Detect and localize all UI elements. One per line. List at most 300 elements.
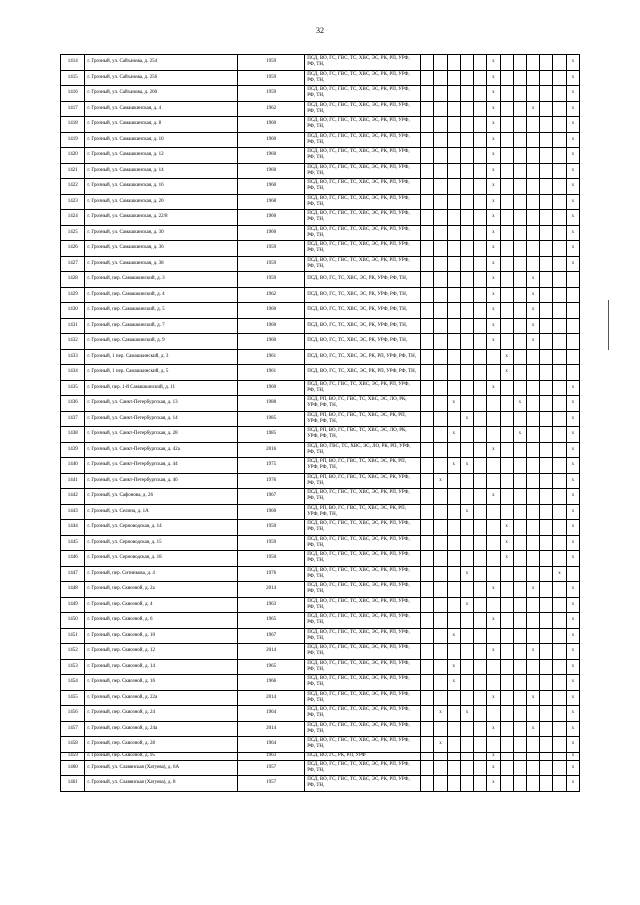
row-mark: x — [513, 396, 526, 412]
row-mark — [500, 194, 513, 210]
row-number: 1456 — [61, 706, 85, 722]
row-works: ПСД, ВО, ГС, ГВС, ТС, ХВС, ЭС, РК, РП, УРФ, РФ, ТН, — [305, 489, 421, 505]
row-mark — [474, 132, 487, 148]
row-mark — [447, 737, 460, 753]
row-works: ПСД, ВО, ГВС, ТС, ХВС, ЭС, ЛО, РК, РП, УРФ, РФ, ТН, — [305, 442, 421, 458]
table-row — [61, 380, 580, 396]
row-mark — [460, 117, 473, 133]
row-mark — [500, 582, 513, 598]
row-mark — [553, 613, 566, 629]
row-mark: x — [500, 551, 513, 567]
row-mark — [553, 241, 566, 257]
row-year: 1960 — [238, 380, 305, 396]
row-mark: x — [566, 659, 579, 675]
row-year: 1975 — [238, 458, 305, 474]
row-address: г. Грозный, ул. Сафонова, д. 26 — [85, 489, 238, 505]
row-mark: x — [566, 194, 579, 210]
row-mark — [447, 225, 460, 241]
row-mark — [460, 760, 473, 776]
row-mark: x — [487, 721, 500, 737]
row-number: 1459 — [61, 752, 85, 760]
row-year: 1976 — [238, 473, 305, 489]
table-row — [61, 458, 580, 474]
row-mark — [487, 551, 500, 567]
row-mark — [474, 86, 487, 102]
row-mark — [553, 737, 566, 753]
row-mark: x — [500, 535, 513, 551]
row-mark — [526, 597, 539, 613]
row-mark: x — [566, 241, 579, 257]
row-mark — [474, 644, 487, 660]
row-mark — [421, 349, 434, 365]
table-row — [61, 148, 580, 164]
row-address: г. Грозный, 1 пер. Самашкинский, д. 3 — [85, 349, 238, 365]
row-mark — [474, 365, 487, 381]
row-mark: x — [526, 272, 539, 288]
table-row — [61, 706, 580, 722]
row-mark: x — [566, 396, 579, 412]
row-address: г. Грозный, пер. Самашкинский, д. 3 — [85, 272, 238, 288]
row-mark — [421, 520, 434, 536]
row-mark — [513, 101, 526, 117]
row-number: 1431 — [61, 318, 85, 334]
table-row — [61, 597, 580, 613]
row-mark — [474, 70, 487, 86]
row-mark — [421, 489, 434, 505]
row-mark — [474, 737, 487, 753]
row-mark — [526, 411, 539, 427]
row-mark — [434, 163, 447, 179]
row-year: 1966 — [238, 675, 305, 691]
row-mark — [474, 566, 487, 582]
row-mark — [553, 210, 566, 226]
row-mark — [460, 737, 473, 753]
row-mark — [421, 504, 434, 520]
row-number: 1455 — [61, 690, 85, 706]
row-mark — [540, 675, 553, 691]
row-mark: x — [460, 411, 473, 427]
row-works: ПСД, ВО, ГС, ГВС, ТС, ХВС, ЭС, РК, РП, УРФ, РФ, ТН, — [305, 776, 421, 792]
row-mark — [487, 597, 500, 613]
row-mark — [447, 117, 460, 133]
row-mark — [553, 272, 566, 288]
row-mark — [500, 458, 513, 474]
row-mark: x — [566, 473, 579, 489]
table-row — [61, 411, 580, 427]
row-mark — [513, 659, 526, 675]
row-mark — [566, 566, 579, 582]
row-mark — [434, 117, 447, 133]
row-mark — [421, 473, 434, 489]
row-mark — [513, 411, 526, 427]
row-mark — [566, 272, 579, 288]
row-mark — [474, 489, 487, 505]
row-mark — [553, 706, 566, 722]
row-mark — [460, 241, 473, 257]
row-mark — [421, 613, 434, 629]
row-number: 1433 — [61, 349, 85, 365]
row-number: 1452 — [61, 644, 85, 660]
table-row — [61, 396, 580, 412]
row-works: ПСД, ВО, ГС, ГВС, ТС, ХВС, ЭС, РК, РП, УРФ, РФ, ТН, — [305, 148, 421, 164]
row-mark — [526, 365, 539, 381]
row-mark — [447, 55, 460, 71]
row-mark — [500, 70, 513, 86]
row-mark — [421, 163, 434, 179]
row-mark — [500, 489, 513, 505]
row-mark — [447, 760, 460, 776]
row-works: ПСД, ВО, ГС, ТС, ХВС, ЭС, РК, УРФ, РФ, ТН, — [305, 287, 421, 303]
row-number: 1457 — [61, 721, 85, 737]
row-mark — [421, 597, 434, 613]
row-mark — [487, 737, 500, 753]
row-mark — [447, 132, 460, 148]
row-number: 1436 — [61, 396, 85, 412]
row-mark — [513, 349, 526, 365]
row-mark — [553, 179, 566, 195]
row-mark: x — [487, 179, 500, 195]
row-mark — [513, 179, 526, 195]
row-works: ПСД, ВО, ГС, ГВС, ТС, ХВС, ЭС, РК, РП, УРФ, РФ, ТН, — [305, 70, 421, 86]
table-row — [61, 256, 580, 272]
row-year: 1950 — [238, 520, 305, 536]
row-mark — [540, 752, 553, 760]
row-mark — [540, 287, 553, 303]
row-mark: x — [447, 458, 460, 474]
row-mark — [526, 70, 539, 86]
row-mark — [460, 551, 473, 567]
row-mark — [487, 396, 500, 412]
row-mark: x — [566, 86, 579, 102]
row-mark — [513, 489, 526, 505]
row-mark — [487, 411, 500, 427]
row-year: 2014 — [238, 721, 305, 737]
row-number: 1454 — [61, 675, 85, 691]
row-address: г. Грозный, ул. Санкт-Петербургская, д. 28 — [85, 427, 238, 443]
row-mark — [513, 473, 526, 489]
row-mark: x — [566, 613, 579, 629]
row-mark — [553, 659, 566, 675]
row-mark — [513, 644, 526, 660]
row-mark — [513, 551, 526, 567]
row-mark — [447, 752, 460, 760]
row-mark — [540, 225, 553, 241]
row-mark — [434, 427, 447, 443]
row-year: 1960 — [238, 132, 305, 148]
row-mark — [447, 179, 460, 195]
table-row — [61, 566, 580, 582]
row-works: ПСД, РП, ВО, ГС, ГВС, ТС, ХВС, ЭС, РК, РП, УРФ, РФ, ТН, — [305, 411, 421, 427]
row-mark — [421, 737, 434, 753]
row-mark — [526, 737, 539, 753]
row-mark: x — [566, 101, 579, 117]
row-mark — [540, 566, 553, 582]
row-year: 1965 — [238, 613, 305, 629]
row-mark: x — [526, 287, 539, 303]
row-mark — [474, 675, 487, 691]
row-mark — [500, 675, 513, 691]
row-address: г. Грозный, пер. Самашкинский, д. 5 — [85, 303, 238, 319]
row-mark — [513, 86, 526, 102]
row-works: ПСД, ВО, ГС, ГВС, ТС, ХВС, ЭС, РК, РП, УРФ, РФ, ТН, — [305, 551, 421, 567]
row-mark — [500, 752, 513, 760]
table-row — [61, 241, 580, 257]
table-row — [61, 101, 580, 117]
row-mark — [553, 380, 566, 396]
row-mark — [421, 132, 434, 148]
row-mark — [447, 101, 460, 117]
row-mark — [421, 179, 434, 195]
row-number: 1424 — [61, 210, 85, 226]
row-mark — [540, 442, 553, 458]
row-mark — [500, 303, 513, 319]
row-mark — [526, 163, 539, 179]
row-address: г. Грозный, ул. Серноводская, д. 15 — [85, 535, 238, 551]
row-mark: x — [434, 706, 447, 722]
row-number: 1447 — [61, 566, 85, 582]
row-mark — [526, 132, 539, 148]
row-year: 1959 — [238, 70, 305, 86]
row-mark — [500, 256, 513, 272]
row-mark — [526, 380, 539, 396]
table-row — [61, 737, 580, 753]
row-mark — [474, 776, 487, 792]
row-mark — [526, 613, 539, 629]
row-mark: x — [566, 132, 579, 148]
row-mark — [553, 225, 566, 241]
row-works: ПСД, ВО, ГС, ГВС, ТС, ХВС, ЭС, РК, РП, УРФ, РФ, ТН, — [305, 210, 421, 226]
row-mark: x — [447, 427, 460, 443]
row-number: 1461 — [61, 776, 85, 792]
row-works: ПСД, ВО, ГС, ГВС, ТС, ХВС, ЭС, РК, РП, УРФ, РФ, ТН, — [305, 737, 421, 753]
row-works: ПСД, ВО, ГС, ГВС, ТС, ХВС, ЭС, РК, РП, УРФ, РФ, ТН, — [305, 117, 421, 133]
row-mark: x — [566, 690, 579, 706]
table-row — [61, 427, 580, 443]
row-mark — [421, 396, 434, 412]
row-mark — [474, 225, 487, 241]
row-mark — [434, 566, 447, 582]
row-mark — [487, 365, 500, 381]
row-number: 1449 — [61, 597, 85, 613]
row-works: ПСД, ВО, ГС, ТС, ХВС, ЭС, РК, УРФ, РФ, ТН, — [305, 272, 421, 288]
row-mark — [447, 210, 460, 226]
row-mark — [526, 194, 539, 210]
row-mark — [500, 148, 513, 164]
row-mark — [500, 706, 513, 722]
row-mark: x — [487, 613, 500, 629]
row-year: 1959 — [238, 535, 305, 551]
row-mark — [526, 427, 539, 443]
row-mark — [434, 70, 447, 86]
row-number: 1460 — [61, 760, 85, 776]
row-mark — [513, 458, 526, 474]
row-mark — [500, 334, 513, 350]
row-number: 1458 — [61, 737, 85, 753]
row-year: 1959 — [238, 241, 305, 257]
row-mark — [447, 520, 460, 536]
row-address: г. Грозный, ул. Самашкинская, д. 36 — [85, 241, 238, 257]
table-row — [61, 225, 580, 241]
row-mark — [513, 194, 526, 210]
row-mark — [447, 442, 460, 458]
row-number: 1415 — [61, 70, 85, 86]
row-mark — [434, 225, 447, 241]
row-mark — [526, 86, 539, 102]
row-mark — [526, 489, 539, 505]
row-address: г. Грозный, пер. Сквозной, д. 12 — [85, 644, 238, 660]
row-mark — [540, 721, 553, 737]
row-mark — [421, 365, 434, 381]
row-mark — [553, 489, 566, 505]
row-mark — [474, 458, 487, 474]
row-mark — [540, 55, 553, 71]
row-mark — [434, 628, 447, 644]
row-mark: x — [566, 628, 579, 644]
row-mark — [447, 318, 460, 334]
row-mark — [421, 582, 434, 598]
row-mark — [500, 442, 513, 458]
row-mark — [421, 442, 434, 458]
row-mark — [447, 535, 460, 551]
row-mark — [421, 760, 434, 776]
row-mark — [421, 706, 434, 722]
row-mark — [553, 318, 566, 334]
row-mark — [447, 644, 460, 660]
row-number: 1420 — [61, 148, 85, 164]
row-mark — [566, 318, 579, 334]
row-works: ПСД, ВО, ГС, ГВС, ТС, ХВС, ЭС, РК, РП, УРФ, РФ, ТН, — [305, 520, 421, 536]
row-works: ПСД, ВО, ГС, ГВС, ТС, ХВС, ЭС, РК, РП, УРФ, РФ, ТН, — [305, 241, 421, 257]
row-mark — [513, 210, 526, 226]
row-mark — [447, 597, 460, 613]
row-mark — [487, 427, 500, 443]
row-address: г. Грозный, пер. Сквозной, д. 4 — [85, 597, 238, 613]
row-mark: x — [566, 225, 579, 241]
row-works: ПСД, ВО, ГС, ТС, ХВС, ЭС, РК, УРФ, РФ, ТН, — [305, 318, 421, 334]
row-address: г. Грозный, ул. Самашкинская, д. 10 — [85, 132, 238, 148]
row-mark — [540, 582, 553, 598]
row-mark — [487, 566, 500, 582]
row-mark — [460, 86, 473, 102]
row-mark — [474, 241, 487, 257]
row-mark — [500, 55, 513, 71]
row-mark — [487, 458, 500, 474]
row-mark — [460, 225, 473, 241]
row-year: 1957 — [238, 760, 305, 776]
row-mark — [421, 721, 434, 737]
row-mark: x — [487, 272, 500, 288]
row-mark — [553, 597, 566, 613]
row-mark — [421, 659, 434, 675]
row-mark: x — [566, 210, 579, 226]
row-mark — [553, 396, 566, 412]
row-mark — [434, 194, 447, 210]
row-year: 1959 — [238, 256, 305, 272]
row-mark — [421, 380, 434, 396]
row-mark — [421, 752, 434, 760]
row-mark: x — [460, 504, 473, 520]
row-mark: x — [500, 520, 513, 536]
row-mark — [513, 272, 526, 288]
row-mark — [553, 473, 566, 489]
row-mark — [566, 334, 579, 350]
row-mark — [460, 396, 473, 412]
row-mark — [513, 442, 526, 458]
row-mark — [540, 148, 553, 164]
row-address: г. Грозный, пер. Самашкинский, д. 7 — [85, 318, 238, 334]
row-number: 1421 — [61, 163, 85, 179]
row-mark — [434, 442, 447, 458]
page-number: 32 — [316, 26, 324, 35]
row-mark — [434, 489, 447, 505]
row-mark — [474, 659, 487, 675]
row-year: 1960 — [238, 148, 305, 164]
row-mark — [487, 628, 500, 644]
row-mark — [513, 380, 526, 396]
row-mark — [474, 760, 487, 776]
row-works: ПСД, РП, ВО, ГС, ГВС, ТС, ХВС, ЭС, ЛО, РК, УРФ, РФ, ТН, — [305, 427, 421, 443]
row-mark: x — [487, 380, 500, 396]
row-mark — [540, 760, 553, 776]
row-year: 1967 — [238, 489, 305, 505]
row-mark: x — [526, 582, 539, 598]
row-mark — [474, 411, 487, 427]
row-mark: x — [566, 179, 579, 195]
table-row — [61, 535, 580, 551]
row-year: 1963 — [238, 752, 305, 760]
row-mark — [513, 706, 526, 722]
row-mark — [421, 210, 434, 226]
row-mark: x — [566, 489, 579, 505]
row-mark — [421, 101, 434, 117]
row-works: ПСД, РП, ВО, ГС, ГВС, ТС, ХВС, ЭС, ЛО, РК, УРФ, РФ, ТН, — [305, 396, 421, 412]
row-mark: x — [487, 489, 500, 505]
row-mark — [421, 628, 434, 644]
row-mark — [526, 760, 539, 776]
row-mark — [553, 582, 566, 598]
row-mark — [540, 411, 553, 427]
row-mark — [500, 396, 513, 412]
row-mark — [447, 473, 460, 489]
row-mark — [460, 318, 473, 334]
row-mark — [460, 628, 473, 644]
row-mark: x — [487, 117, 500, 133]
row-mark — [460, 675, 473, 691]
row-address: г. Грозный, ул. Санкт-Петербургская, д. 46 — [85, 473, 238, 489]
row-mark — [513, 318, 526, 334]
row-number: 1453 — [61, 659, 85, 675]
row-number: 1440 — [61, 458, 85, 474]
row-mark — [540, 597, 553, 613]
row-works: ПСД, ВО, ГС, ГВС, ТС, ХВС, ЭС, РК, РП, УРФ, РФ, ТН, — [305, 690, 421, 706]
row-mark — [540, 535, 553, 551]
row-mark — [526, 55, 539, 71]
row-mark — [500, 132, 513, 148]
row-mark — [447, 163, 460, 179]
row-mark — [434, 721, 447, 737]
row-mark — [500, 318, 513, 334]
row-mark — [526, 752, 539, 760]
row-address: г. Грозный, пер. Сквозной, д. 24а — [85, 721, 238, 737]
row-mark — [540, 132, 553, 148]
row-address: г. Грозный, пер. Сквозной, д. 2а — [85, 582, 238, 598]
row-mark — [434, 334, 447, 350]
row-mark — [434, 613, 447, 629]
row-year: 1985 — [238, 411, 305, 427]
row-mark — [553, 287, 566, 303]
row-address: г. Грозный, пер. Сквозной, д. 28 — [85, 737, 238, 753]
row-mark — [553, 101, 566, 117]
